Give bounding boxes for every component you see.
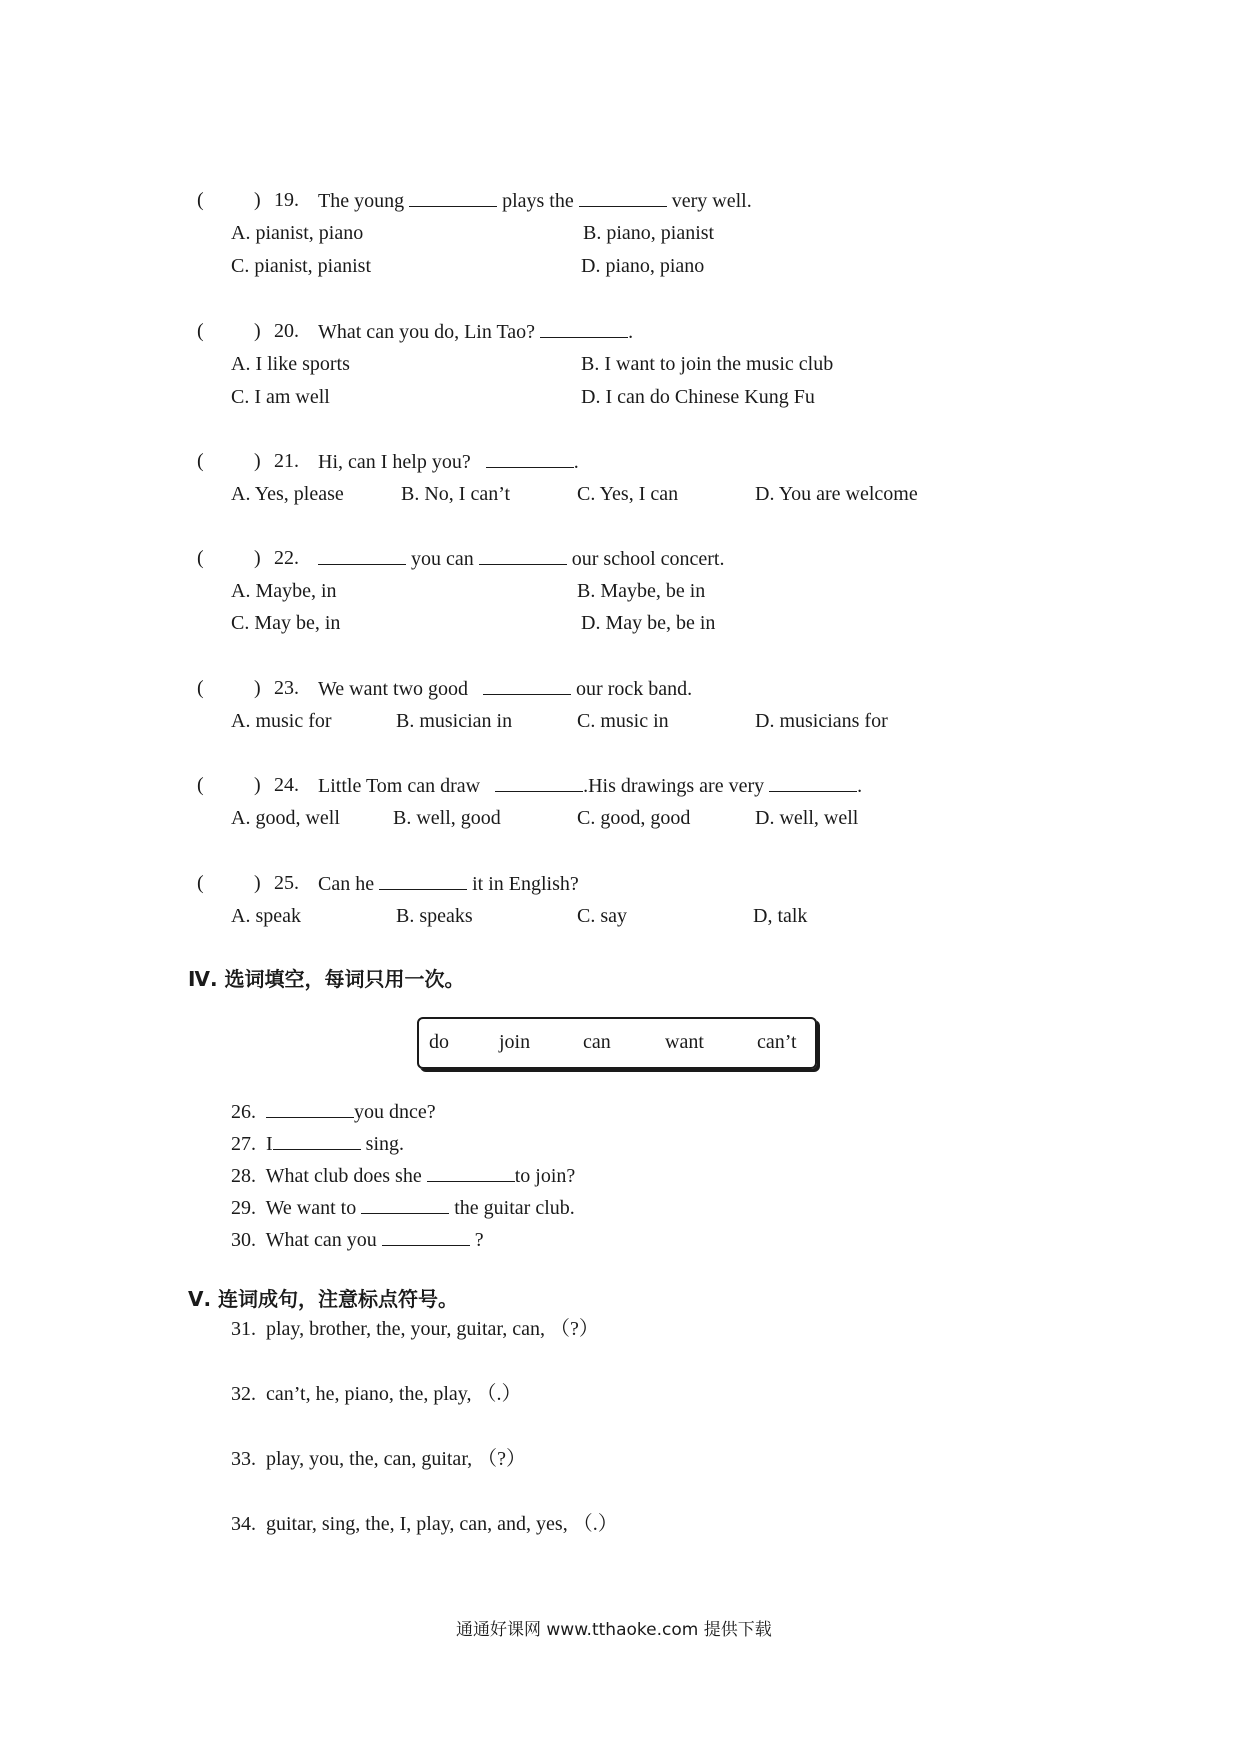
answer-paren-close: ) (254, 677, 261, 699)
option-b: B. Maybe, be in (577, 580, 706, 602)
blank[interactable] (379, 873, 467, 890)
question-text: Hi, can I help you? . (318, 451, 579, 473)
option-b: B. No, I can’t (401, 483, 511, 505)
option-d: D, talk (753, 905, 808, 927)
option-d: D. musicians for (755, 710, 888, 732)
option-b: B. I want to join the music club (581, 353, 834, 375)
fill-in-item: 29. We want to the guitar club. (231, 1197, 575, 1219)
blank[interactable] (495, 775, 583, 792)
answer-paren-open: ( (197, 450, 204, 472)
arrange-item: 31. play, brother, the, your, guitar, can, （?） (231, 1318, 599, 1340)
arrange-item: 32. can’t, he, piano, the, play, （.） (231, 1383, 522, 1405)
option-a: A. music for (231, 710, 332, 732)
question-text: you can our school concert. (318, 548, 725, 569)
fill-in-item: 30. What can you ? (231, 1229, 484, 1251)
option-a: A. good, well (231, 807, 340, 829)
option-d: D. piano, piano (581, 255, 705, 277)
arrange-item: 34. guitar, sing, the, I, play, can, and, yes, （.） (231, 1513, 618, 1535)
answer-paren-open: ( (197, 677, 204, 699)
word-bank-item: can’t (757, 1031, 797, 1053)
blank[interactable] (427, 1165, 515, 1182)
option-b: B. speaks (396, 905, 473, 927)
option-c: C. May be, in (231, 612, 341, 634)
answer-paren-open: ( (197, 320, 204, 342)
page-footer: 通通好课网 www.tthaoke.com 提供下载 (456, 1620, 772, 1640)
answer-paren-close: ) (254, 189, 261, 211)
question-text: The young plays the very well. (318, 190, 752, 212)
option-d: D. May be, be in (581, 612, 716, 634)
fill-in-item: 28. What club does she to join? (231, 1165, 576, 1187)
option-c: C. Yes, I can (577, 483, 679, 505)
option-a: A. Maybe, in (231, 580, 337, 602)
question-number: 19. (274, 189, 299, 211)
option-b: B. musician in (396, 710, 513, 732)
blank[interactable] (318, 548, 406, 565)
option-b: B. piano, pianist (583, 222, 715, 244)
section-5-title: Ⅴ. 连词成句，注意标点符号。 (188, 1287, 459, 1311)
option-c: C. music in (577, 710, 669, 732)
option-c: C. pianist, pianist (231, 255, 371, 277)
fill-in-item: 26. you dnce? (231, 1101, 436, 1123)
fill-in-item: 27. I sing. (231, 1133, 405, 1155)
word-bank-item: can (583, 1031, 611, 1053)
option-a: A. I like sports (231, 353, 350, 375)
blank[interactable] (409, 190, 497, 207)
option-b: B. well, good (393, 807, 501, 829)
section-4-title: Ⅳ. 选词填空，每词只用一次。 (188, 967, 465, 991)
question-number: 20. (274, 320, 299, 342)
option-a: A. speak (231, 905, 301, 927)
question-number: 23. (274, 677, 299, 699)
option-c: C. good, good (577, 807, 691, 829)
blank[interactable] (266, 1101, 354, 1118)
option-a: A. Yes, please (231, 483, 344, 505)
answer-paren-open: ( (197, 872, 204, 894)
option-a: A. pianist, piano (231, 222, 364, 244)
word-bank (417, 1017, 817, 1069)
question-text: We want two good our rock band. (318, 678, 693, 700)
blank[interactable] (479, 548, 567, 565)
word-bank-item: want (665, 1031, 704, 1053)
answer-paren-open: ( (197, 189, 204, 211)
blank[interactable] (361, 1197, 449, 1214)
answer-paren-open: ( (197, 547, 204, 569)
answer-paren-open: ( (197, 774, 204, 796)
question-number: 25. (274, 872, 299, 894)
question-text: Can he it in English? (318, 873, 579, 895)
option-c: C. I am well (231, 386, 330, 408)
question-number: 22. (274, 547, 299, 569)
answer-paren-close: ) (254, 320, 261, 342)
word-bank-item: do (429, 1031, 449, 1053)
answer-paren-close: ) (254, 774, 261, 796)
answer-paren-close: ) (254, 872, 261, 894)
question-text: Little Tom can draw .His drawings are very . (318, 775, 863, 797)
word-bank-item: join (499, 1031, 531, 1053)
option-d: D. I can do Chinese Kung Fu (581, 386, 815, 408)
blank[interactable] (483, 678, 571, 695)
blank[interactable] (769, 775, 857, 792)
option-d: D. You are welcome (755, 483, 918, 505)
answer-paren-close: ) (254, 450, 261, 472)
arrange-item: 33. play, you, the, can, guitar, （?） (231, 1448, 527, 1470)
blank[interactable] (273, 1133, 361, 1150)
answer-paren-close: ) (254, 547, 261, 569)
blank[interactable] (486, 451, 574, 468)
question-number: 21. (274, 450, 299, 472)
question-number: 24. (274, 774, 299, 796)
question-text: What can you do, Lin Tao? . (318, 321, 634, 343)
option-c: C. say (577, 905, 627, 927)
blank[interactable] (382, 1229, 470, 1246)
option-d: D. well, well (755, 807, 859, 829)
blank[interactable] (540, 321, 628, 338)
blank[interactable] (579, 190, 667, 207)
